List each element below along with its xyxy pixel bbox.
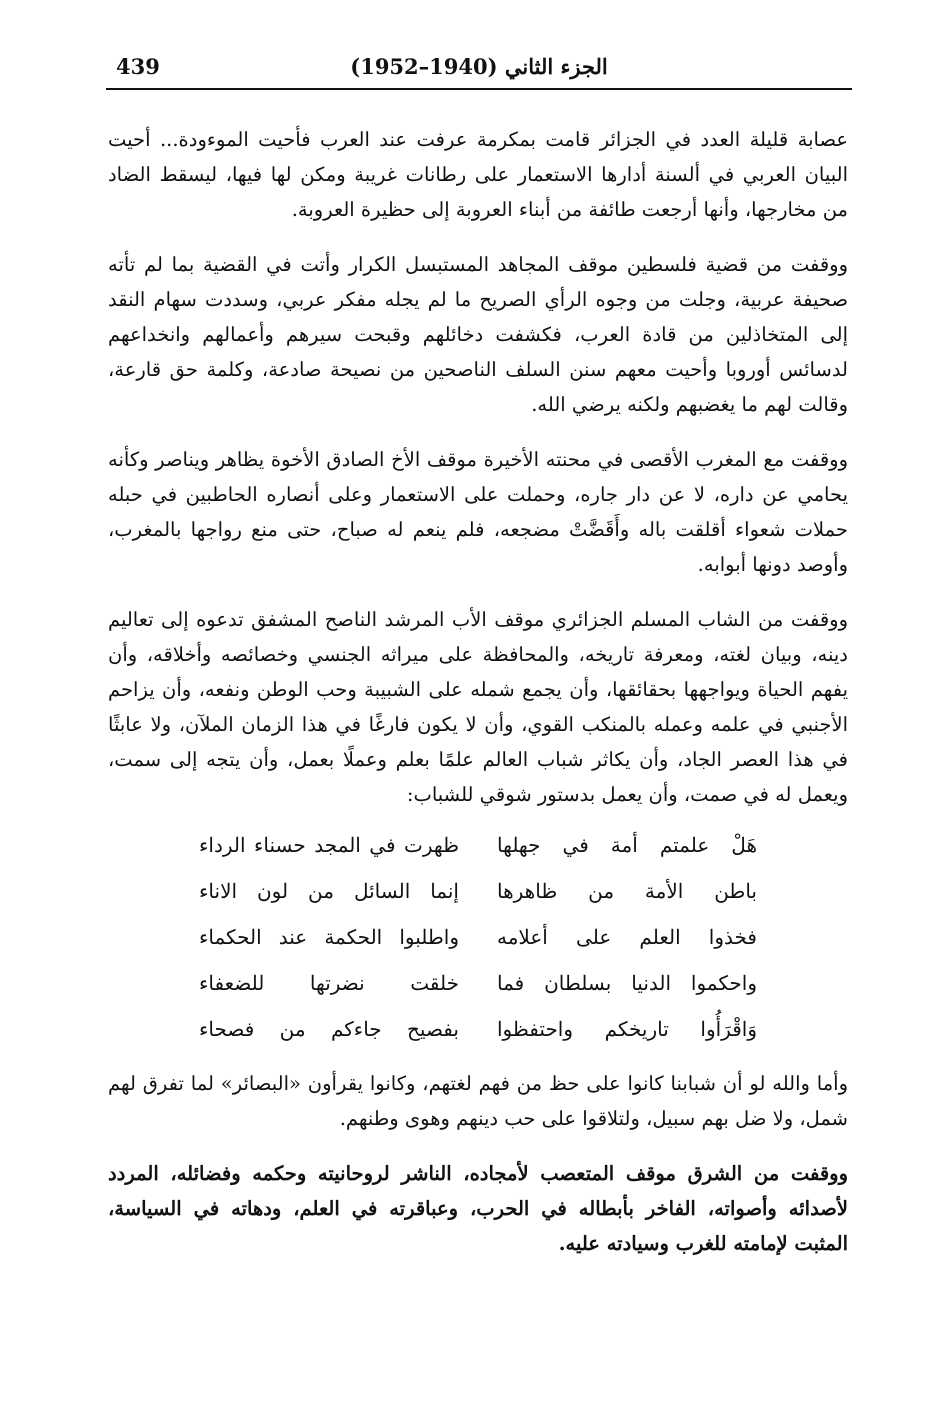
poem-verse xyxy=(108,822,848,868)
page-header xyxy=(106,48,852,90)
poem-second-hemistich: واطلبوا الحكمة عند الحكماء xyxy=(199,925,459,949)
poem-first-hemistich: باطن الأمة من ظاهرها xyxy=(497,879,757,903)
running-title: الجزء الثاني (1940–1952) xyxy=(350,54,608,79)
poem-second-hemistich: خلقت نضرتها للضعفاء xyxy=(199,971,459,995)
poem xyxy=(108,822,848,1052)
poem-first-hemistich: واحكموا الدنيا بسلطان فما xyxy=(497,971,757,995)
poem-verse xyxy=(108,914,848,960)
poem-first-hemistich: وَاقْرَأُوا تاريخكم واحتفظوا xyxy=(497,1017,757,1041)
poem-first-hemistich: فخذوا العلم على أعلامه xyxy=(497,925,757,949)
poem-verse xyxy=(108,1006,848,1052)
paragraph: ووقفت من الشرق موقف المتعصب لأمجاده، الناشر لروحانيته وحكمه وفضائله، المردد لأصدائه وأصواته، الفاخر بأبطاله في الحرب، وعباقرته في العلم، ودهاته في السياسة، المثبت لإمامته للغرب وسيادته عليه. xyxy=(108,1162,848,1255)
page-number: 439 xyxy=(116,54,160,79)
paragraph: ووقفت من قضية فلسطين موقف المجاهد المستبسل الكرار وأتت في القضية بما لم تأته صحيفة عربية، وجلت من وجوه الرأي الصريح ما لم يجله مفكر عربي، وسددت سهام النقد إلى المتخاذلين من قادة العرب، فكشفت دخائلهم وقبحت سيرهم وأعمالهم وانخداعهم لدسائس أوروبا وأحيت معهم سنن السلف الناصحين من نصيحة صادعة، وكلمة حق قارعة، وقالت لهم ما يغضبهم ولكنه يرضي الله. xyxy=(108,253,848,416)
poem-second-hemistich: ظهرت في المجد حسناء الرداء xyxy=(199,833,459,857)
paragraph: وأما والله لو أن شبابنا كانوا على حظ من فهم لغتهم، وكانوا يقرأون «البصائر» لما تفرق لهم شمل، ولا ضل بهم سبيل، ولتلاقوا على حب دينهم وهوى وطنهم. xyxy=(108,1072,848,1130)
poem-second-hemistich: بفصيح جاءكم من فصحاء xyxy=(199,1017,459,1041)
poem-first-hemistich: هَلْ علمتم أمة في جهلها xyxy=(497,833,757,857)
poem-verse xyxy=(108,868,848,914)
paragraph: ووقفت من الشاب المسلم الجزائري موقف الأب المرشد الناصح المشفق تدعوه إلى تعاليم دينه، وبيان لغته، ومعرفة تاريخه، والمحافظة على ميراثه الجنسي وخصائصه وأخلاقه، وأن يفهم الحياة ويواجهها بحقائقها، وأن يجمع شمله على الشبيبة وحب الوطن ونفعه، وأن يزاحم الأجنبي في علمه وعمله بالمنكب القوي، وأن لا يكون فارغًا في هذا الزمان الملآن، ولا عابثًا في هذا العصر الجاد، وأن يكاثر شباب العالم علمًا بعلم وعملًا بعمل، وأن يتجه إلى سمت، ويعمل له في صمت، وأن يعمل بدستور شوقي للشباب: xyxy=(108,608,848,806)
paragraph: عصابة قليلة العدد في الجزائر قامت بمكرمة عرفت عند العرب فأحيت الموءودة... أحيت البيان العربي في ألسنة أدارها الاستعمار على رطانات غريبة ومكن لها فيها، ليسقط الضاد من مخارجها، وأنها أرجعت طائفة من أبناء العروبة إلى حظيرة العروبة. xyxy=(108,128,848,221)
page-body xyxy=(108,122,848,1281)
paragraph: ووقفت مع المغرب الأقصى في محنته الأخيرة موقف الأخ الصادق الأخوة يظاهر ويناصر وكأنه يحامي عن داره، لا عن دار جاره، وحملت على الاستعمار وعلى أنصاره الحاطبين في حبله حملات شعواء أقلقت باله وأَقَضَّتْ مضجعه، فلم ينعم له صباح، حتى منع رواجها بالمغرب، وأوصد دونها أبوابه. xyxy=(108,448,848,576)
poem-verse xyxy=(108,960,848,1006)
poem-second-hemistich: إنما السائل من لون الاناء xyxy=(199,879,459,903)
